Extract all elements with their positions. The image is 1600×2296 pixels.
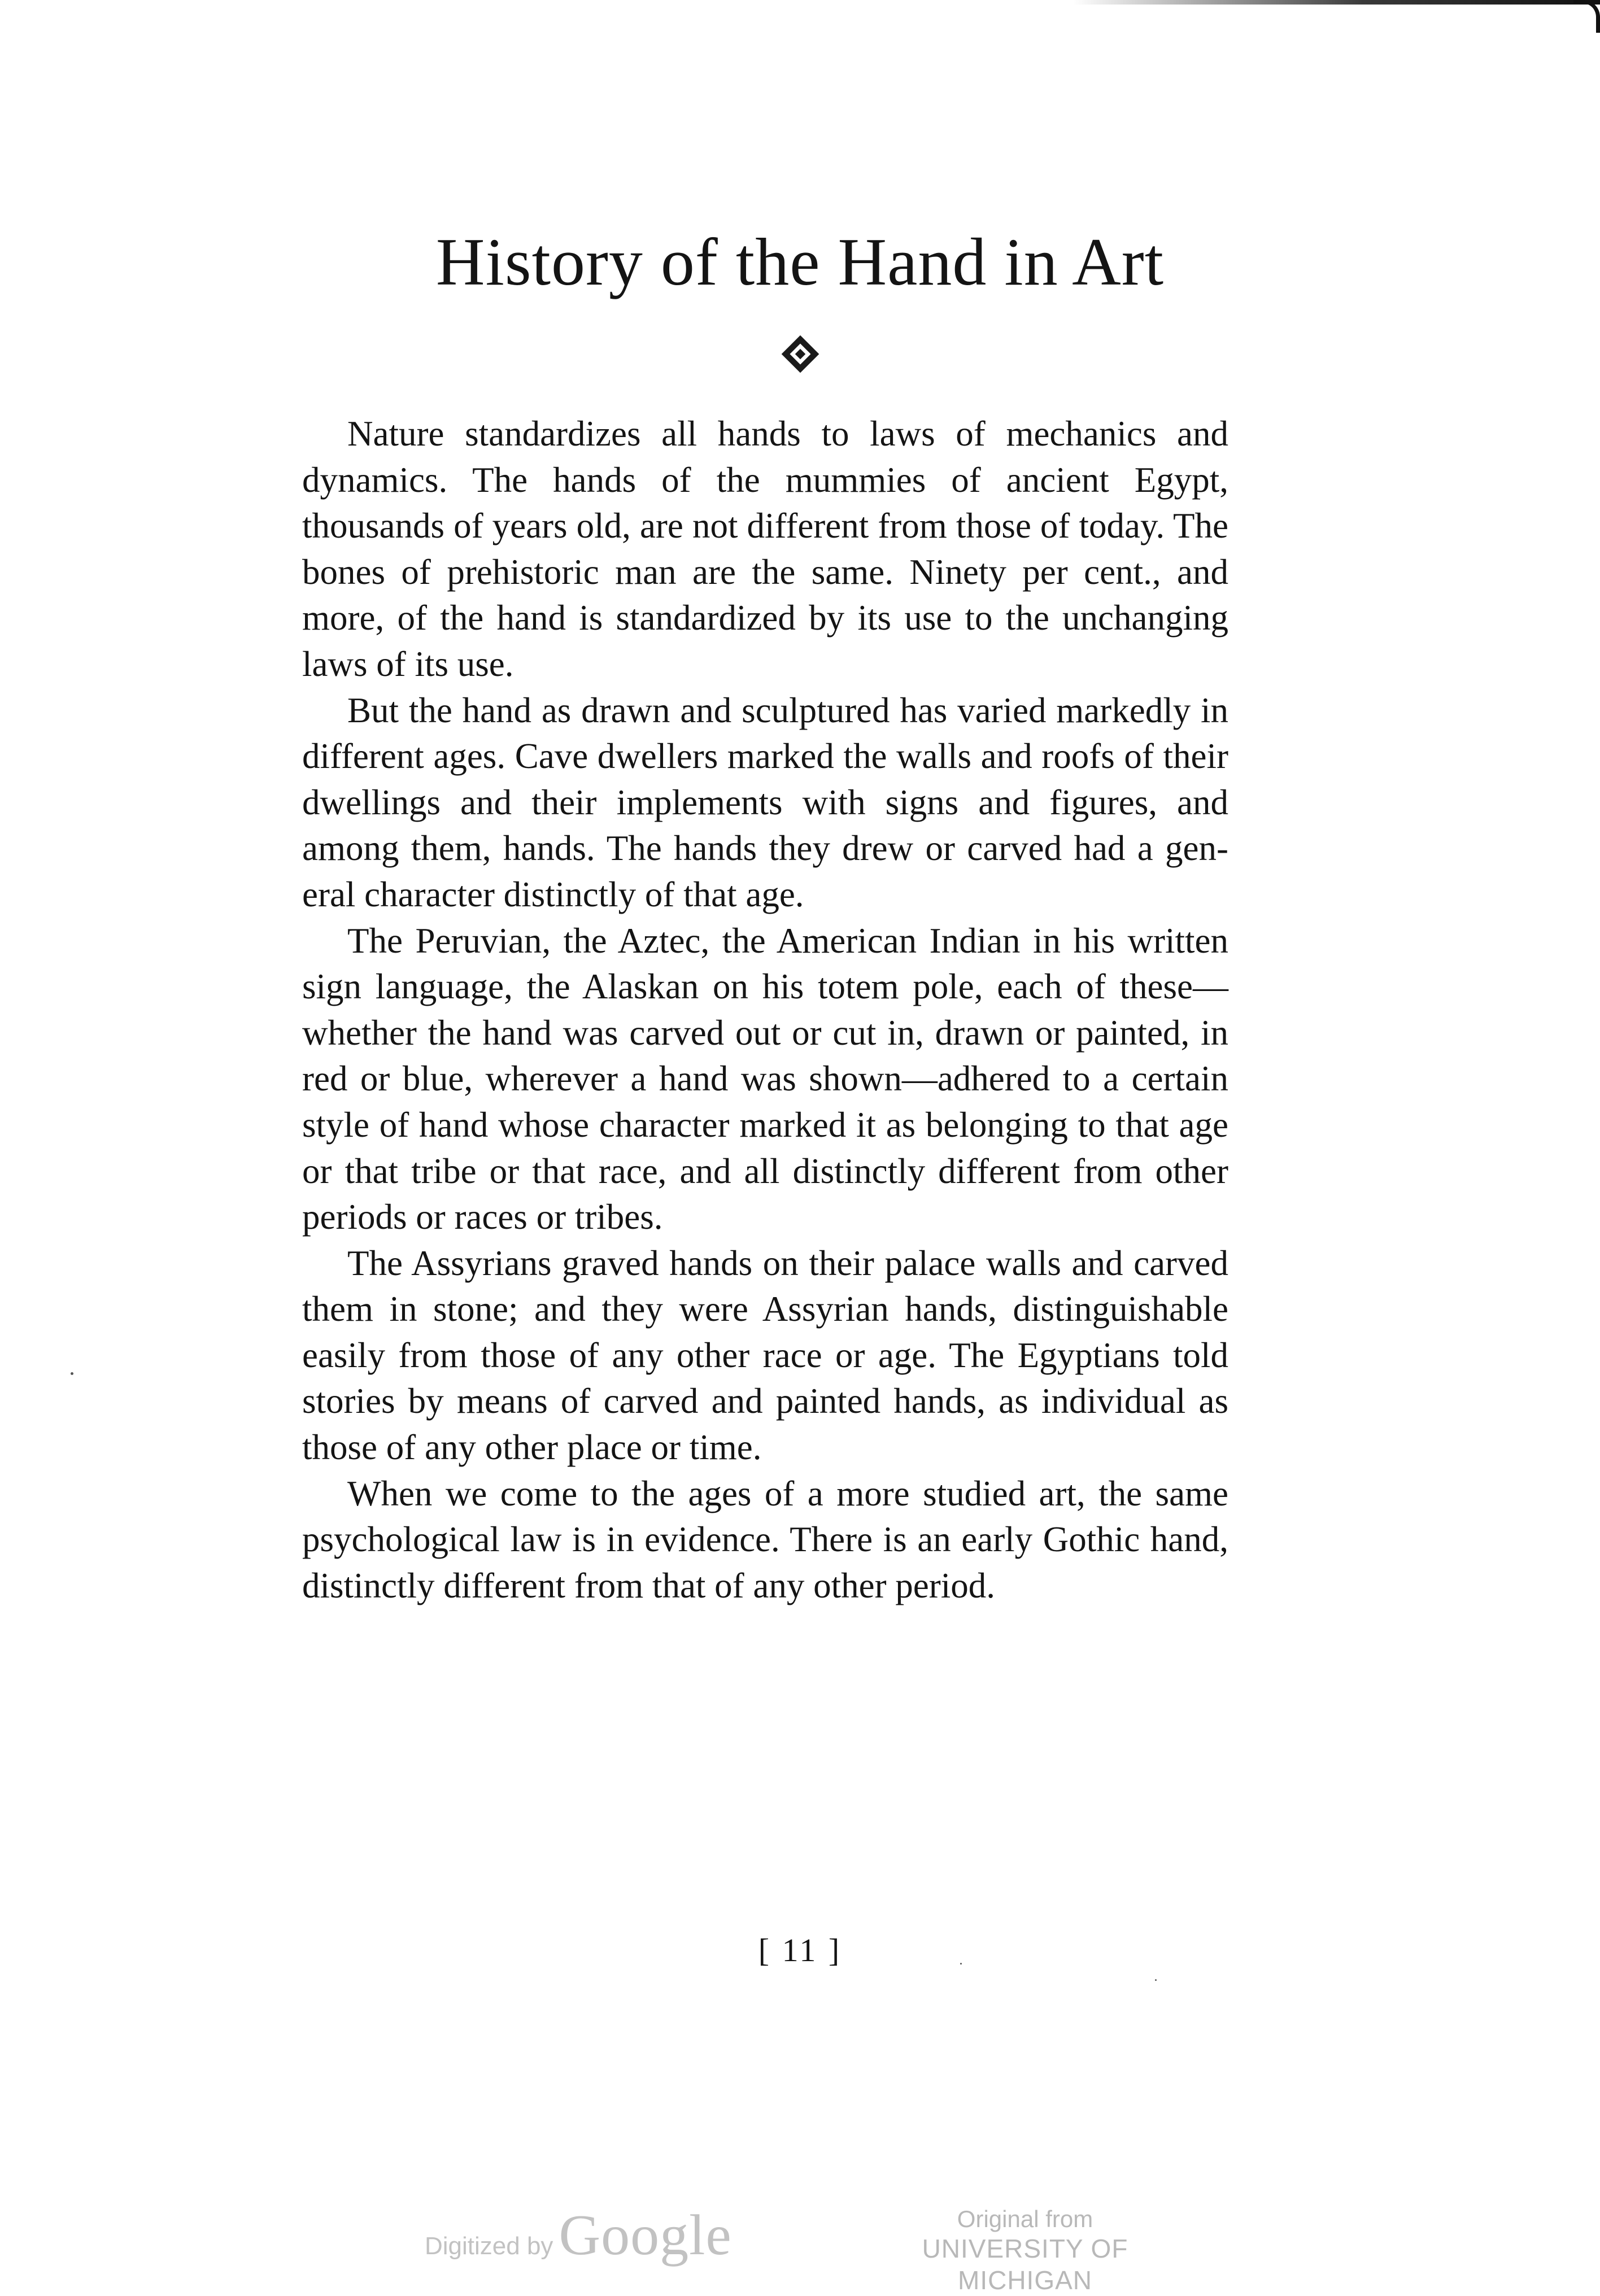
paragraph-3: The Peruvian, the Aztec, the American Indian in his written sign language, the Alaskan on his totem pole, each of these—whether the hand was carved out or cut in, drawn or painted, in red or blue, wherever a hand was shown—adhered to a certain style of hand whose character marked it as belonging to that age or that tribe or that race, and all distinctly different from other periods or races or tribes. [302,920,1228,1237]
original-from-watermark [873,2205,1178,2296]
digitized-by-google-watermark [425,2202,732,2268]
scan-speck [1155,1979,1157,1981]
scan-corner-mark [1573,0,1600,33]
scan-border-edge [1073,0,1600,5]
chapter-title: History of the Hand in Art [435,224,1165,299]
paragraph-4: The Assyrians graved hands on their palace walls and carved them in stone; and they were Assyrian hands, distinguishable easily from those of any other race or age. The Egyptians told stories by means of carved and painted hands, as individual as those of any other place or time. [302,1243,1228,1468]
paragraph-1: Nature standardizes all hands to laws of mechanics and dynamics. The hands of the mummies of ancient Egypt, thousands of years old, are not different from those of today. The bones of prehistoric man are the same. Ninety per cent., and more, of the hand is standardized by its use to the unchanging laws of its use. [302,414,1228,684]
paragraph-2: But the hand as drawn and sculptured has varied markedly in different ages. Cave dwellers marked the walls and roofs of their dwellings and their implements with signs and figures, and among them, hands. The hands they drew or carved had a general character distinctly of that age. [302,690,1228,914]
institution-label: UNIVERSITY OF MICHIGAN [922,2234,1128,2295]
page-number: [ 11 ] [758,1932,842,1968]
scan-speck [960,1963,962,1965]
diamond-ornament-icon [779,333,821,375]
chapter-body [302,411,1228,1609]
digitized-by-label: Digitized by [425,2232,553,2260]
google-wordmark: Google [559,2203,732,2267]
paragraph-5: When we come to the ages of a more studied art, the same psychological law is in evidence. There is an early Gothic hand, distinctly different from that of any other period. [302,1473,1228,1605]
original-from-label: Original from [957,2206,1093,2232]
scan-speck [71,1372,73,1375]
